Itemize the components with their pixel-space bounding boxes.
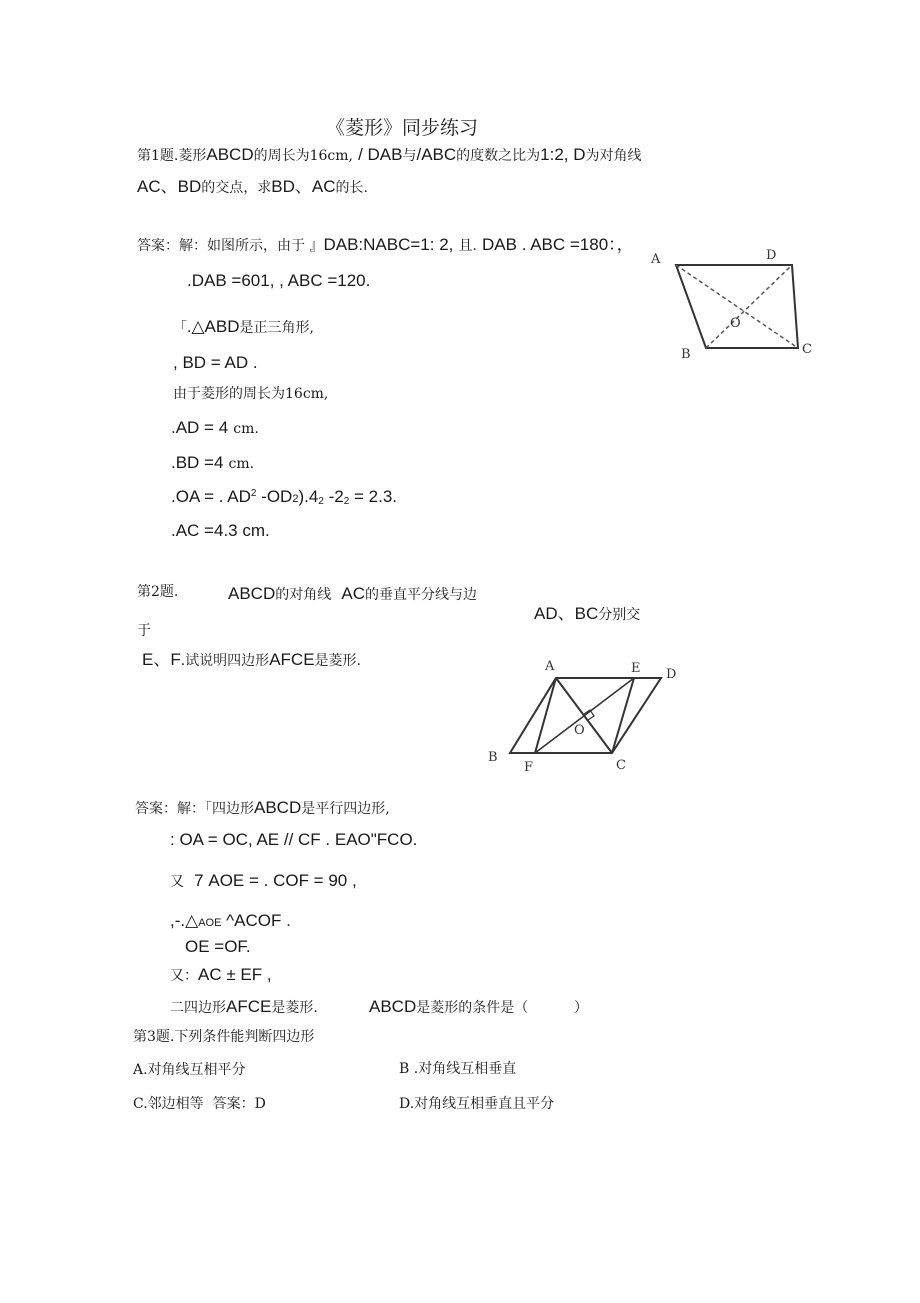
q1-step-2: 「.△ABD是正三角形, [173,317,314,336]
q2-step-2: 又 7 AOE = . COF = 90 , [170,871,357,890]
label-a: A [545,659,555,674]
parallelogram-figure [480,655,700,775]
q1-step-5: .AD = 4 cm. [171,418,259,437]
question-2-line-1b: AD、BC分别交 [534,604,641,623]
q1-step-6: .BD =4 cm. [171,453,255,472]
question-1-label: 第1题. [137,148,179,164]
page-title: 《菱形》同步练习 [326,117,479,139]
answer-label: 答案：解：「四边形 [135,801,254,817]
question-1-line-1: 第1题.菱形ABCD的周长为16cm, / DAB与/ABC的度数之比为1:2, D为对角线 [137,145,642,164]
q1-step-7: .OA = . $AD^2$ $-OD2).4_2$ $-2_2 = 2.3$. [171,487,398,507]
label-o: O [574,723,585,738]
rhombus-figure [640,240,820,370]
question-3-answer: 答案：D [212,1096,266,1112]
label-d: D [666,667,677,682]
question-1-line-2: AC、BD的交点，求BD、AC的长. [137,177,368,196]
question-2-label: 第2题. [137,584,179,600]
label-d: D [766,248,777,263]
line-ec [612,678,634,753]
q1-step-1: .DAB =601, , ABC =120. [187,271,371,290]
q1-step-4: 由于菱形的周长为16cm, [173,386,329,402]
answer-label: 答案：解：如图所示，由于 』 [137,238,324,254]
option-d: D.对角线互相垂直且平分 [399,1096,555,1112]
q2-step-5: 又：AC ± EF , [170,965,272,984]
question-2-line-2: E、F.试说明四边形AFCE是菱形. [142,650,361,669]
question-2-answer-line: 答案：解：「四边形ABCD是平行四边形, [135,798,390,817]
q2-step-4: OE =OF. [185,937,251,956]
label-o: O [730,316,741,331]
label-c: C [616,758,626,773]
option-c: C.邻边相等 答案：D [133,1096,266,1112]
question-3-label: 第3题.下列条件能判断四边形 [133,1029,315,1045]
diagonal-ac [676,265,798,348]
line-af [535,678,556,753]
question-3-stem: ABCD是菱形的条件是（ ） [369,997,589,1016]
option-a: A.对角线互相平分 [133,1062,246,1078]
q1-step-8: .AC =4.3 cm. [171,521,270,540]
q2-step-1: : OA = OC, AE // CF . EAO"FCO. [170,830,418,849]
diagonal-bd [706,265,792,348]
q1-step-3: , BD = AD . [173,353,258,372]
label-b: B [681,347,691,362]
option-b: B .对角线互相垂直 [399,1061,517,1077]
label-e: E [631,661,641,676]
question-1-answer-line: 答案：解：如图所示，由于 』DAB:NABC=1: 2, 且. DAB . ABC =180：， [137,235,634,254]
question-2-yu: 于 [137,623,151,639]
q2-step-6: 二四边形AFCE是菱形. [170,997,318,1016]
label-b: B [488,750,498,765]
q2-step-3: ,-.△AOE ^ACOF . [170,911,291,930]
label-a: A [651,252,661,267]
question-2-line-1: ABCD的对角线 AC的垂直平分线与边 [228,584,478,603]
label-f: F [524,760,534,775]
label-c: C [802,342,812,357]
